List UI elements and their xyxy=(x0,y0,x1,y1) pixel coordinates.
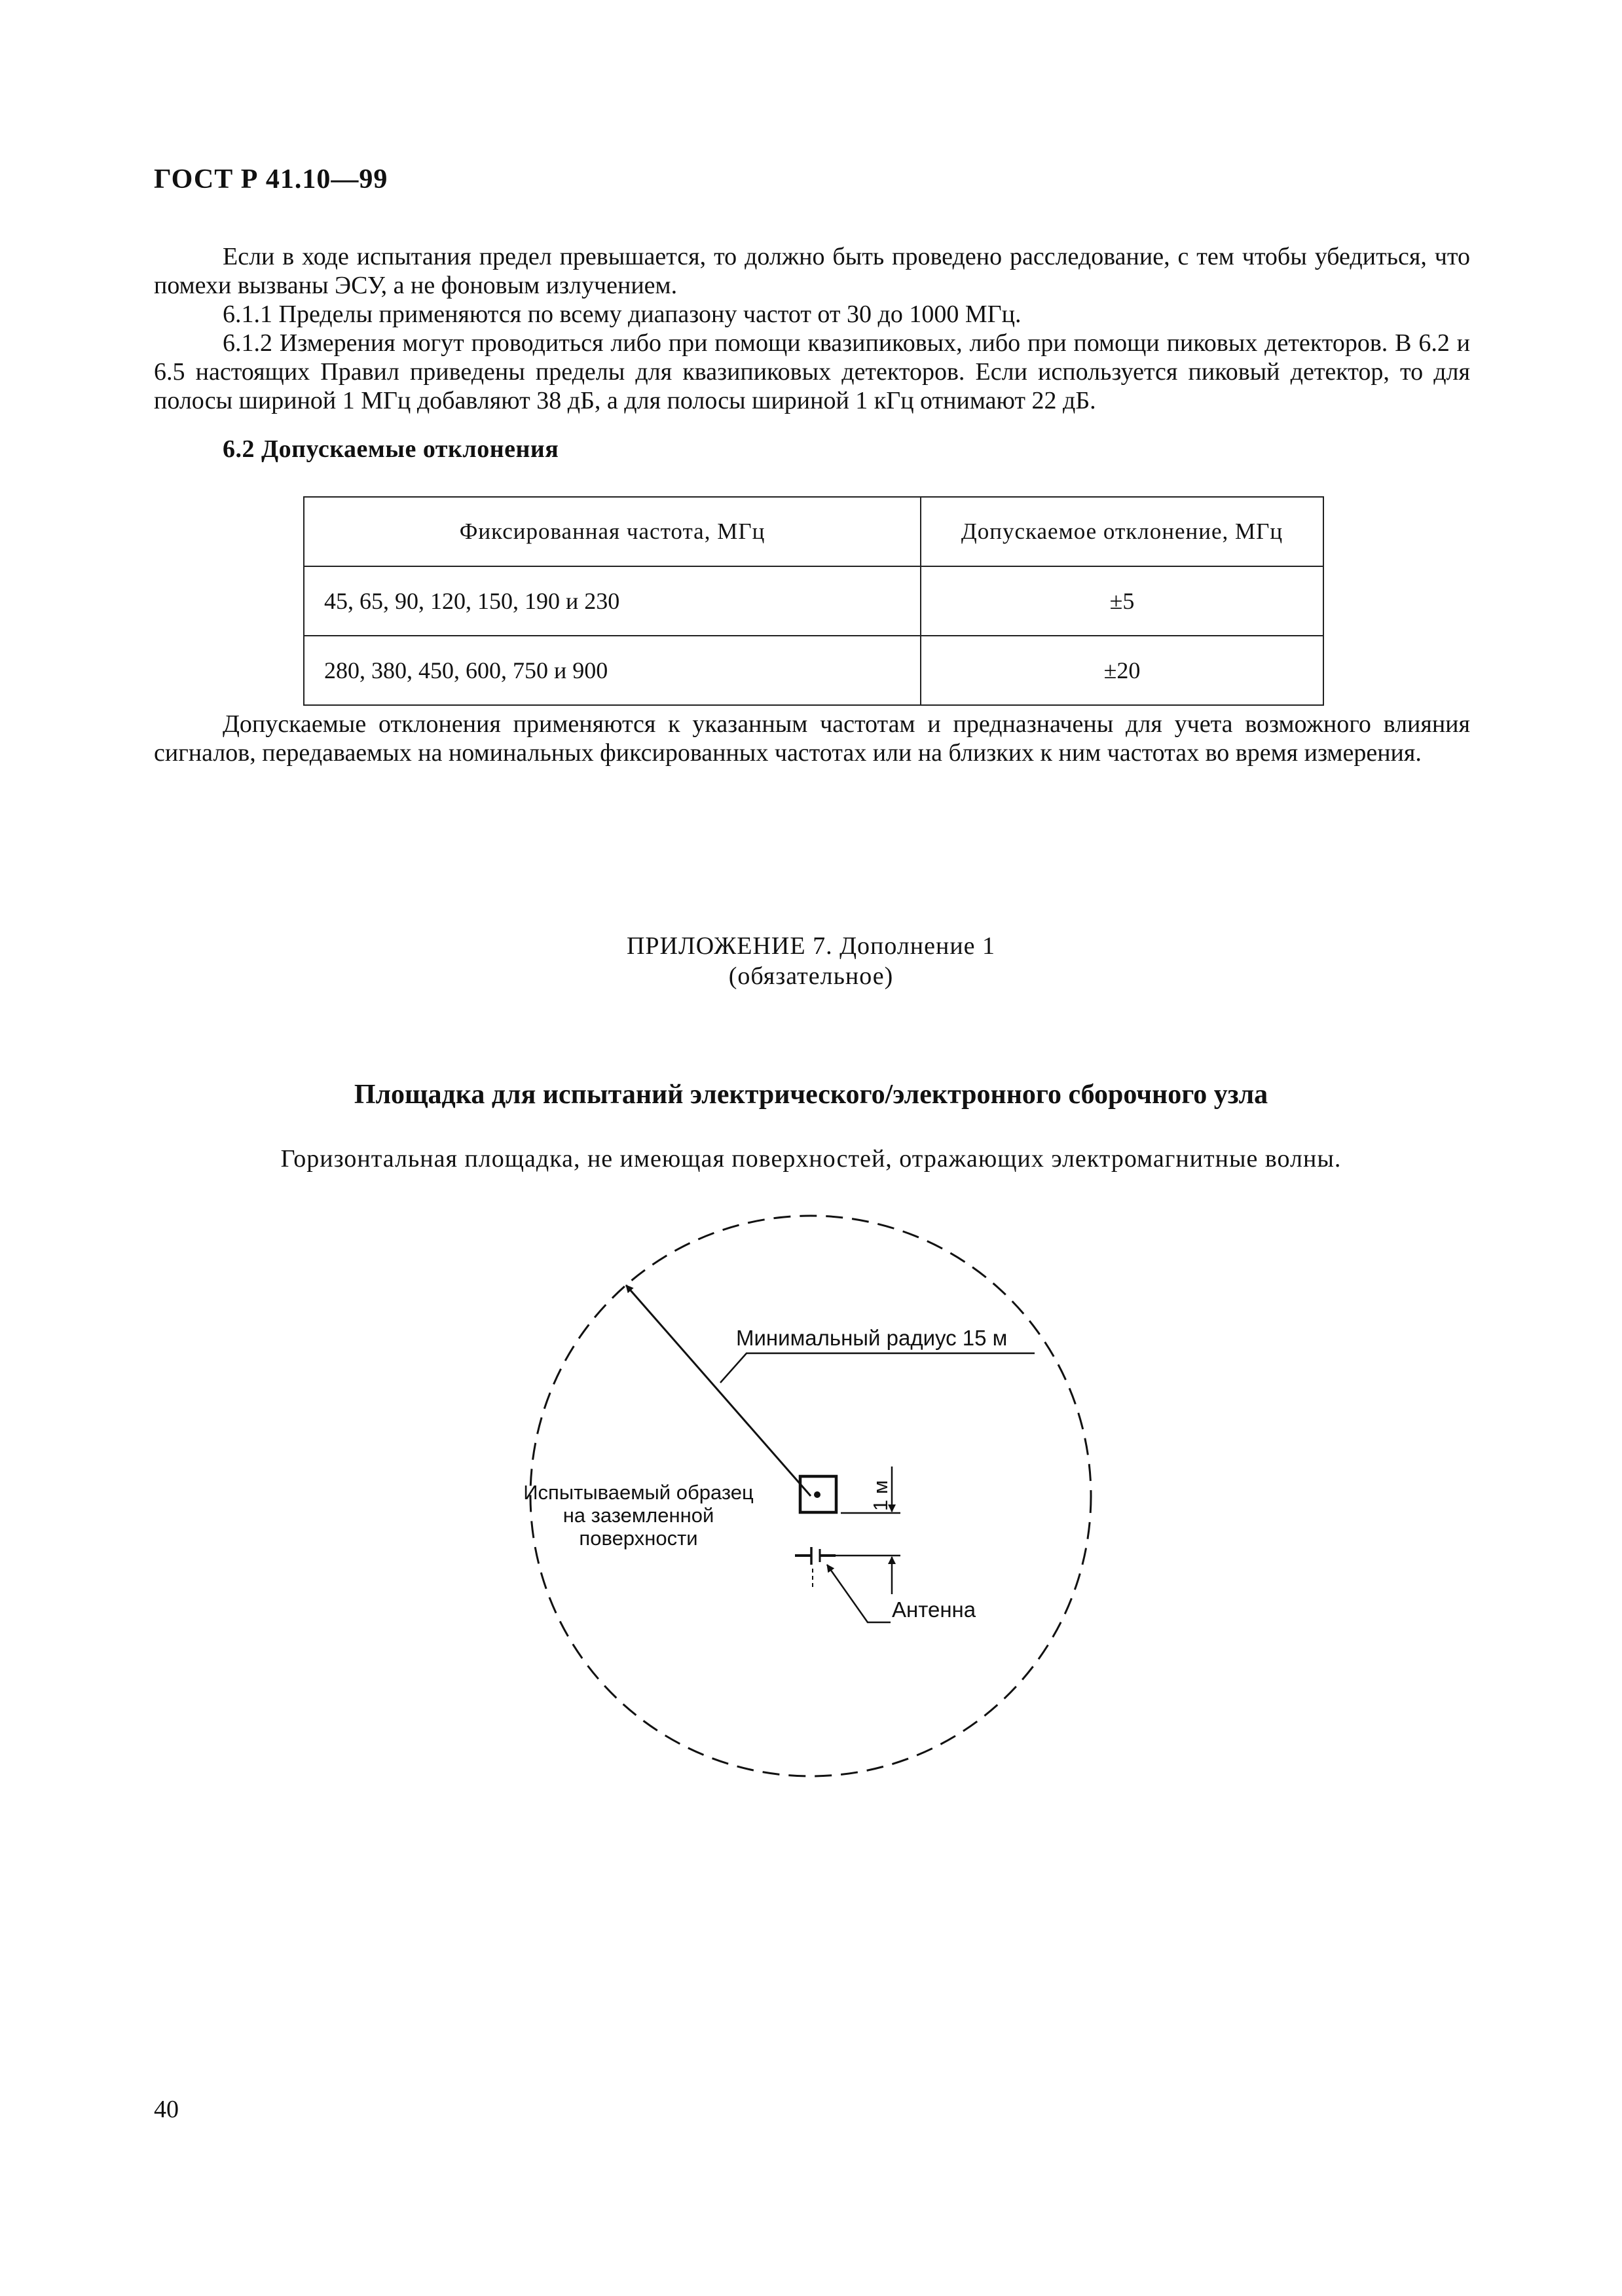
figure-title: Площадка для испытаний электрического/электронного сборочного узла xyxy=(354,1080,1268,1110)
appendix-title: ПРИЛОЖЕНИЕ 7. Дополнение 1 xyxy=(626,932,996,960)
deviation-table xyxy=(303,496,1324,706)
radius-label: Минимальный радиус 15 м xyxy=(736,1326,1008,1350)
table-cell-deviation: ±5 xyxy=(921,566,1323,636)
table-header-row xyxy=(304,497,1323,566)
table-cell-frequency: 280, 380, 450, 600, 750 и 900 xyxy=(304,636,921,705)
paragraph-6-1-1: 6.1.1 Пределы применяются по всему диапазону частот от 30 до 1000 МГц. xyxy=(223,301,1022,328)
paragraph-investigation: Если в ходе испытания предел превышается, то должно быть проведено расследование, с тем чтобы убедиться, что помехи вызваны ЭСУ, а не фоновым излучением. xyxy=(154,243,1470,299)
paragraph-6-1-2: 6.1.2 Измерения могут проводиться либо при помощи квазипиковых, либо при помощи пиковых детекторов. В 6.2 и 6.5 настоящих Правил приведены пределы для квазипиковых детекторов. Если используется пиковый детектор, то для полосы шириной 1 МГц добавляют 38 дБ, а для полосы шириной 1 кГц отнимают 22 дБ. xyxy=(154,329,1470,414)
distance-label: 1 м xyxy=(869,1480,892,1511)
table-row xyxy=(304,636,1323,705)
antenna-label: Антенна xyxy=(892,1597,976,1622)
sample-label-line1: Испытываемый образец xyxy=(523,1481,754,1504)
sample-label-line2: на заземленной xyxy=(562,1504,714,1527)
antenna-leader-line xyxy=(827,1565,891,1622)
table-header-frequency: Фиксированная частота, МГц xyxy=(304,497,921,566)
table-cell-frequency: 45, 65, 90, 120, 150, 190 и 230 xyxy=(304,566,921,636)
paragraph-deviations-note: Допускаемые отклонения применяются к указанным частотам и предназначены для учета возможного влияния сигналов, передаваемых на номинальных фиксированных частотах или на близких к ним частотах во время измерения. xyxy=(154,710,1470,767)
page-number: 40 xyxy=(154,2096,179,2123)
radius-arrow xyxy=(626,1285,811,1496)
document-header: ГОСТ Р 41.10—99 xyxy=(154,164,388,194)
test-site-diagram xyxy=(517,1198,1107,1787)
table-cell-deviation: ±20 xyxy=(921,636,1323,705)
figure-caption: Горизонтальная площадка, не имеющая поверхностей, отражающих электромагнитные волны. xyxy=(280,1145,1342,1173)
radius-leader-line xyxy=(720,1353,1035,1383)
section-title: 6.2 Допускаемые отклонения xyxy=(223,435,559,463)
appendix-status: (обязательное) xyxy=(728,962,894,990)
appendix-heading xyxy=(0,931,1622,991)
table-row xyxy=(304,566,1323,636)
sample-center-point xyxy=(814,1491,820,1498)
table-header-deviation: Допускаемое отклонение, МГц xyxy=(921,497,1323,566)
sample-label-line3: поверхности xyxy=(579,1527,698,1550)
